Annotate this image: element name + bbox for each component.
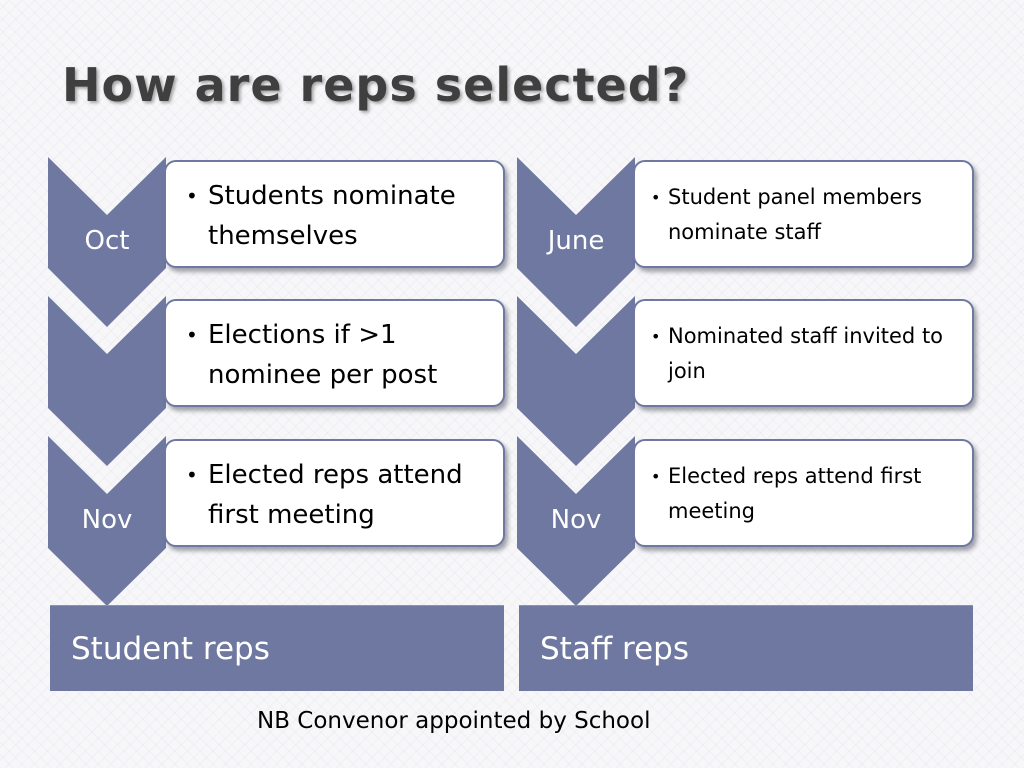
month-label: Oct <box>84 226 130 256</box>
group-label-bar: Staff reps <box>519 605 973 691</box>
group-label-bar: Student reps <box>50 605 504 691</box>
month-label: Nov <box>550 505 602 535</box>
footnote: NB Convenor appointed by School <box>257 708 651 734</box>
month-label: Nov <box>81 505 133 535</box>
step-text: • Elected reps attend first meeting <box>651 459 964 529</box>
step-box <box>633 439 974 547</box>
step-text: • Students nominate themselves <box>184 176 491 256</box>
step-text: • Student panel members nominate staff <box>651 180 964 250</box>
step-text: • Nominated staff invited to join <box>651 319 964 389</box>
step-text: • Elections if >1 nominee per post <box>184 315 491 395</box>
month-label: June <box>547 226 605 256</box>
step-box <box>164 160 505 268</box>
step-text: • Elected reps attend first meeting <box>184 455 491 535</box>
step-box <box>164 299 505 407</box>
step-box <box>633 160 974 268</box>
step-box <box>633 299 974 407</box>
slide-title: How are reps selected? <box>62 58 690 112</box>
step-box <box>164 439 505 547</box>
